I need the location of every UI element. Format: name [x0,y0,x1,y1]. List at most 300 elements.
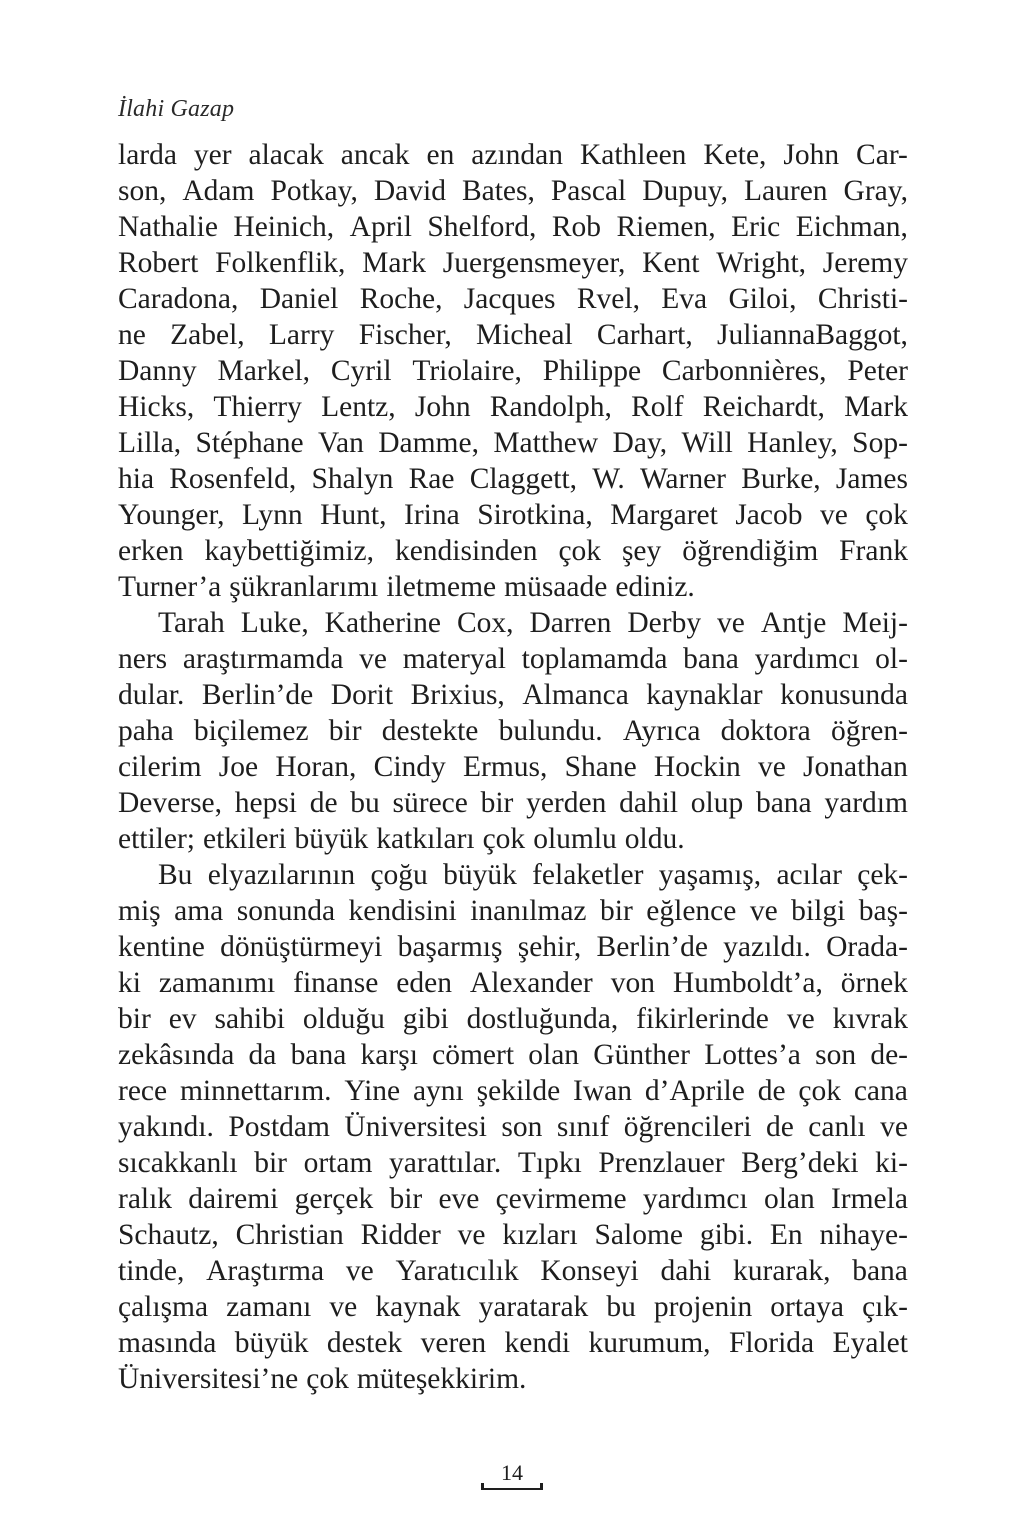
word: Alexander [469,967,593,999]
word: dönüştürmeyi [220,931,383,963]
word: toplamamda [521,643,668,675]
word: April [349,211,412,243]
word: iletmeme [386,571,497,603]
word: destek [326,1327,403,1359]
word: yaşamış, [658,859,762,891]
word: bir [254,1147,287,1179]
word: Hicks, [118,391,195,423]
word: çok [482,823,526,855]
word: müsaade [504,571,608,603]
word: ortaya [770,1291,845,1323]
word: de [757,1075,786,1107]
word: Fischer, [358,319,452,351]
word: etkileri [203,823,287,855]
word: Damme, [378,427,479,459]
word: ki- [875,1147,908,1179]
word: Iwan [573,1075,633,1107]
word: Rvel, [576,283,640,315]
word: doktora [720,715,811,747]
word: Kent [642,247,700,279]
word: Robert [118,247,199,279]
word: Florida [728,1327,815,1359]
word: büyük [443,859,517,891]
word: cömert [432,1039,515,1071]
word: bir [600,895,633,927]
text-line [118,1145,908,1181]
word: Rae [408,463,455,495]
word: Rolf [631,391,684,423]
word: Margaret [610,499,718,531]
word: Rosenfeld, [169,463,297,495]
word: Joe [218,751,259,783]
text-line [118,893,908,929]
word: Katherine [324,607,441,639]
word: Zabel, [170,319,245,351]
word: Carbonnières, [661,355,827,387]
word: Frank [839,535,908,567]
word: James [835,463,908,495]
word: Cyril [330,355,392,387]
word: şehir, [517,931,582,963]
word: Randolph, [489,391,612,423]
word: Horan, [275,751,357,783]
page-number-rule [481,1484,543,1490]
word: ve [329,1291,358,1323]
word: Lauren [744,175,828,207]
word: ediniz. [615,571,695,603]
word: Üniversitesi [344,1111,487,1143]
word: çek- [857,859,908,891]
word: oldu. [624,823,685,855]
word: Shelford, [427,211,537,243]
text-line [118,605,908,641]
word: Stéphane [195,427,304,459]
word: Potkay, [270,175,358,207]
word: çoğu [370,859,428,891]
word: Nathalie [118,211,218,243]
word: de- [870,1039,908,1071]
word: Lilla, [118,427,182,459]
word: Jeremy [822,247,908,279]
word: inanılmaz [470,895,587,927]
word: ve [345,1255,374,1287]
word: Folkenflik, [215,247,346,279]
text-line [118,785,908,821]
text-line [118,497,908,533]
word: dostluğunda, [466,1003,619,1035]
word: ve [717,607,745,639]
word: Hockin [653,751,741,783]
word: Claggett, [469,463,578,495]
word: de [309,787,338,819]
word: hepsi [234,787,298,819]
word: ve [880,1111,908,1143]
word: çok [558,535,602,567]
word: bir [328,715,362,747]
word: zekâsında [118,1039,235,1071]
text-line [118,1253,908,1289]
word: kaynak [375,1291,461,1323]
word: Larry [268,319,335,351]
word: Eichman, [795,211,908,243]
word: W. [592,463,625,495]
word: ners [118,643,168,675]
word: Günther [593,1039,690,1071]
word: kentine [118,931,205,963]
text-line [118,173,908,209]
word: çalışma [118,1291,209,1323]
word: yerden [526,787,607,819]
word: felaketler [532,859,644,891]
word: bu [606,1291,636,1323]
word: Meij- [842,607,908,639]
word: Jacques [463,283,556,315]
word: Dupuy, [642,175,729,207]
text-line [118,1361,908,1397]
word: ettiler; [118,823,195,855]
word: Irina [404,499,460,531]
word: Car- [856,139,908,171]
word: öğrencileri [623,1111,752,1143]
word: cana [853,1075,908,1107]
word: Shalyn [311,463,394,495]
word: Caradona, [118,283,239,315]
word: Eyalet [832,1327,908,1359]
word: Schautz, [118,1219,219,1251]
word: Berg’deki [741,1147,859,1179]
word: bir [480,787,514,819]
word: Carhart, [596,319,693,351]
word: Warner [639,463,727,495]
word: Darren [529,607,612,639]
word: Hanley, [747,427,838,459]
word: kaynaklar [646,679,763,711]
word: masında [118,1327,217,1359]
word: kendisinden [394,535,538,567]
word: fikirlerinde [636,1003,769,1035]
running-head: İlahi Gazap [118,96,235,122]
word: Postdam [228,1111,330,1143]
word: Turner’a [118,571,222,603]
word: biçilemez [193,715,309,747]
word: yer [193,139,232,171]
text-line [118,1181,908,1217]
word: kızları [502,1219,578,1251]
text-line [118,929,908,965]
word: olan [528,1039,580,1071]
word: son, [118,175,167,207]
word: ancak [340,139,410,171]
word: yaratarak [478,1291,589,1323]
word: Yaratıcılık [395,1255,519,1287]
word: Dorit [330,679,394,711]
word: Burke, [741,463,821,495]
word: Pascal [550,175,627,207]
word: Derby [627,607,702,639]
word: Üniversitesi’ne [118,1363,299,1395]
word: sınıf [556,1111,610,1143]
text-line [118,1217,908,1253]
text-line [118,389,908,425]
word: ve [457,1219,486,1251]
word: ne [118,319,146,351]
word: erken [118,535,184,567]
word: Riemen, [616,211,716,243]
word: dairemi [188,1183,279,1215]
word: Jacob [735,499,803,531]
word: Juergensmeyer, [442,247,626,279]
word: bulundu. [498,715,603,747]
word: destekte [381,715,479,747]
word: konusunda [780,679,908,711]
word: Christian [235,1219,344,1251]
word: Irmela [830,1183,908,1215]
word: Lynn [241,499,303,531]
text-line [118,677,908,713]
word: Thierry [213,391,302,423]
word: dahi [660,1255,712,1287]
word: çok [306,1363,349,1395]
word: Daniel [259,283,339,315]
word: zamanımı [158,967,276,999]
word: bana [290,1039,347,1071]
text-line [118,1325,908,1361]
word: Sirotkina, [477,499,593,531]
word: sürece [392,787,468,819]
word: acılar [776,859,842,891]
word: Giloi, [728,283,797,315]
word: John [783,139,840,171]
text-line [118,137,908,173]
text-line [118,533,908,569]
word: Hunt, [320,499,387,531]
word: Rob [551,211,602,243]
word: Van [317,427,364,459]
word: tinde, [118,1255,185,1287]
word: d’Aprile [644,1075,745,1107]
word: Tıpkı [517,1147,582,1179]
word: sıcakkanlı [118,1147,238,1179]
word: Cox, [456,607,514,639]
word: gibi [402,1003,449,1035]
word: Brixius, [410,679,505,711]
word: aynı [412,1075,464,1107]
word: Shane [564,751,637,783]
word: larda [118,139,177,171]
word: David [373,175,446,207]
word: bana [755,787,812,819]
word: miş [118,895,161,927]
word: çık- [862,1291,908,1323]
word: karşı [360,1039,418,1071]
word: son [815,1039,857,1071]
word: Matthew [493,427,599,459]
word: ralık [118,1183,173,1215]
word: elyazılarının [207,859,356,891]
word: ve [819,499,848,531]
word: Berlin’de [596,931,708,963]
word: da [248,1039,277,1071]
word: Sop- [852,427,908,459]
word: Ridder [360,1219,441,1251]
word: çok [865,499,908,531]
word: Triolaire, [412,355,522,387]
word: Philippe [542,355,642,387]
word: araştırmamda [182,643,344,675]
word: Orada- [826,931,908,963]
word: çok [798,1075,841,1107]
text-line [118,569,908,605]
word: yarattılar. [389,1147,502,1179]
word: ve [786,1003,815,1035]
text-line [118,1037,908,1073]
text-line [118,1073,908,1109]
text-line [118,353,908,389]
word: Christi- [817,283,908,315]
word: Gray, [843,175,908,207]
text-line [118,1109,908,1145]
text-line [118,209,908,245]
word: Cindy [373,751,446,783]
word: Bu [158,859,193,891]
word: büyük [294,823,369,855]
word: ve [359,643,387,675]
word: şey [621,535,662,567]
word: şekilde [476,1075,561,1107]
word: eğlence [646,895,737,927]
word: Will [681,427,733,459]
word: Markel, [217,355,311,387]
word: zamanı [226,1291,312,1323]
word: gibi. [699,1219,754,1251]
word: olup [690,787,744,819]
word: En [769,1219,803,1251]
word: Reichardt, [702,391,825,423]
word: yardımcı [642,1183,748,1215]
word: Ermus, [462,751,548,783]
word: kaybettiğimiz, [204,535,375,567]
word: bir [389,1183,423,1215]
word: katkıları [376,823,475,855]
text-line [118,317,908,353]
word: olan [763,1183,815,1215]
word: Adam [182,175,255,207]
word: sahibi [214,1003,285,1035]
word: yardım [824,787,908,819]
word: finanse [293,967,379,999]
word: yazıldı. [723,931,811,963]
word: ki [118,967,141,999]
word: bana [852,1255,908,1287]
word: kıvrak [832,1003,908,1035]
word: ortam [303,1147,373,1179]
word: en [426,139,455,171]
word: Peter [847,355,908,387]
word: başarmış [397,931,503,963]
word: Lottes’a [704,1039,801,1071]
word: olduğu [302,1003,385,1035]
word: von [610,967,655,999]
word: Tarah [158,607,225,639]
word: canlı [808,1111,866,1143]
word: Younger, [118,499,225,531]
word: büyük [234,1327,309,1359]
word: bir [118,1003,151,1035]
text-line [118,245,908,281]
word: Antje [760,607,827,639]
text-line [118,965,908,1001]
text-line [118,281,908,317]
word: Prenzlauer [598,1147,725,1179]
word: örnek [840,967,908,999]
text-line [118,821,908,857]
word: eden [396,967,452,999]
word: rece [118,1075,168,1107]
text-line [118,425,908,461]
word: minnettarım. [179,1075,332,1107]
word: Ayrıca [622,715,701,747]
word: Day, [612,427,668,459]
word: müteşekkirim. [356,1363,527,1395]
word: bu [350,787,380,819]
word: kurumum, [588,1327,711,1359]
word: Mark [844,391,908,423]
word: olumlu [533,823,617,855]
word: ama [174,895,224,927]
word: paha [118,715,174,747]
text-line [118,641,908,677]
word: Mark [362,247,427,279]
text-line [118,1001,908,1037]
word: hia [118,463,155,495]
word: ol- [875,643,908,675]
word: veren [420,1327,487,1359]
word: kurarak, [733,1255,831,1287]
word: Konseyi [540,1255,639,1287]
text-line [118,857,908,893]
word: Wright, [716,247,807,279]
text-line [118,749,908,785]
word: JuliannaBaggot, [717,319,908,351]
word: şükranlarımı [229,571,379,603]
word: Kathleen [579,139,687,171]
word: gerçek [294,1183,374,1215]
word: Humboldt’a, [672,967,823,999]
word: kendi [504,1327,571,1359]
body-text [118,137,908,1397]
word: dahil [619,787,679,819]
word: projenin [653,1291,753,1323]
word: Almanca [522,679,629,711]
word: son [501,1111,543,1143]
word: ve [757,751,786,783]
word: Yine [344,1075,401,1107]
word: yardımcı [754,643,860,675]
word: azından [471,139,564,171]
word: cilerim [118,751,202,783]
word: öğren- [830,715,908,747]
word: de [766,1111,794,1143]
word: dular. [118,679,185,711]
word: John [414,391,471,423]
word: bana [683,643,739,675]
word: Bates, [461,175,535,207]
word: Araştırma [206,1255,325,1287]
word: ev [168,1003,197,1035]
page-number: 14 [501,1460,523,1485]
word: Heinich, [233,211,335,243]
text-line [118,713,908,749]
